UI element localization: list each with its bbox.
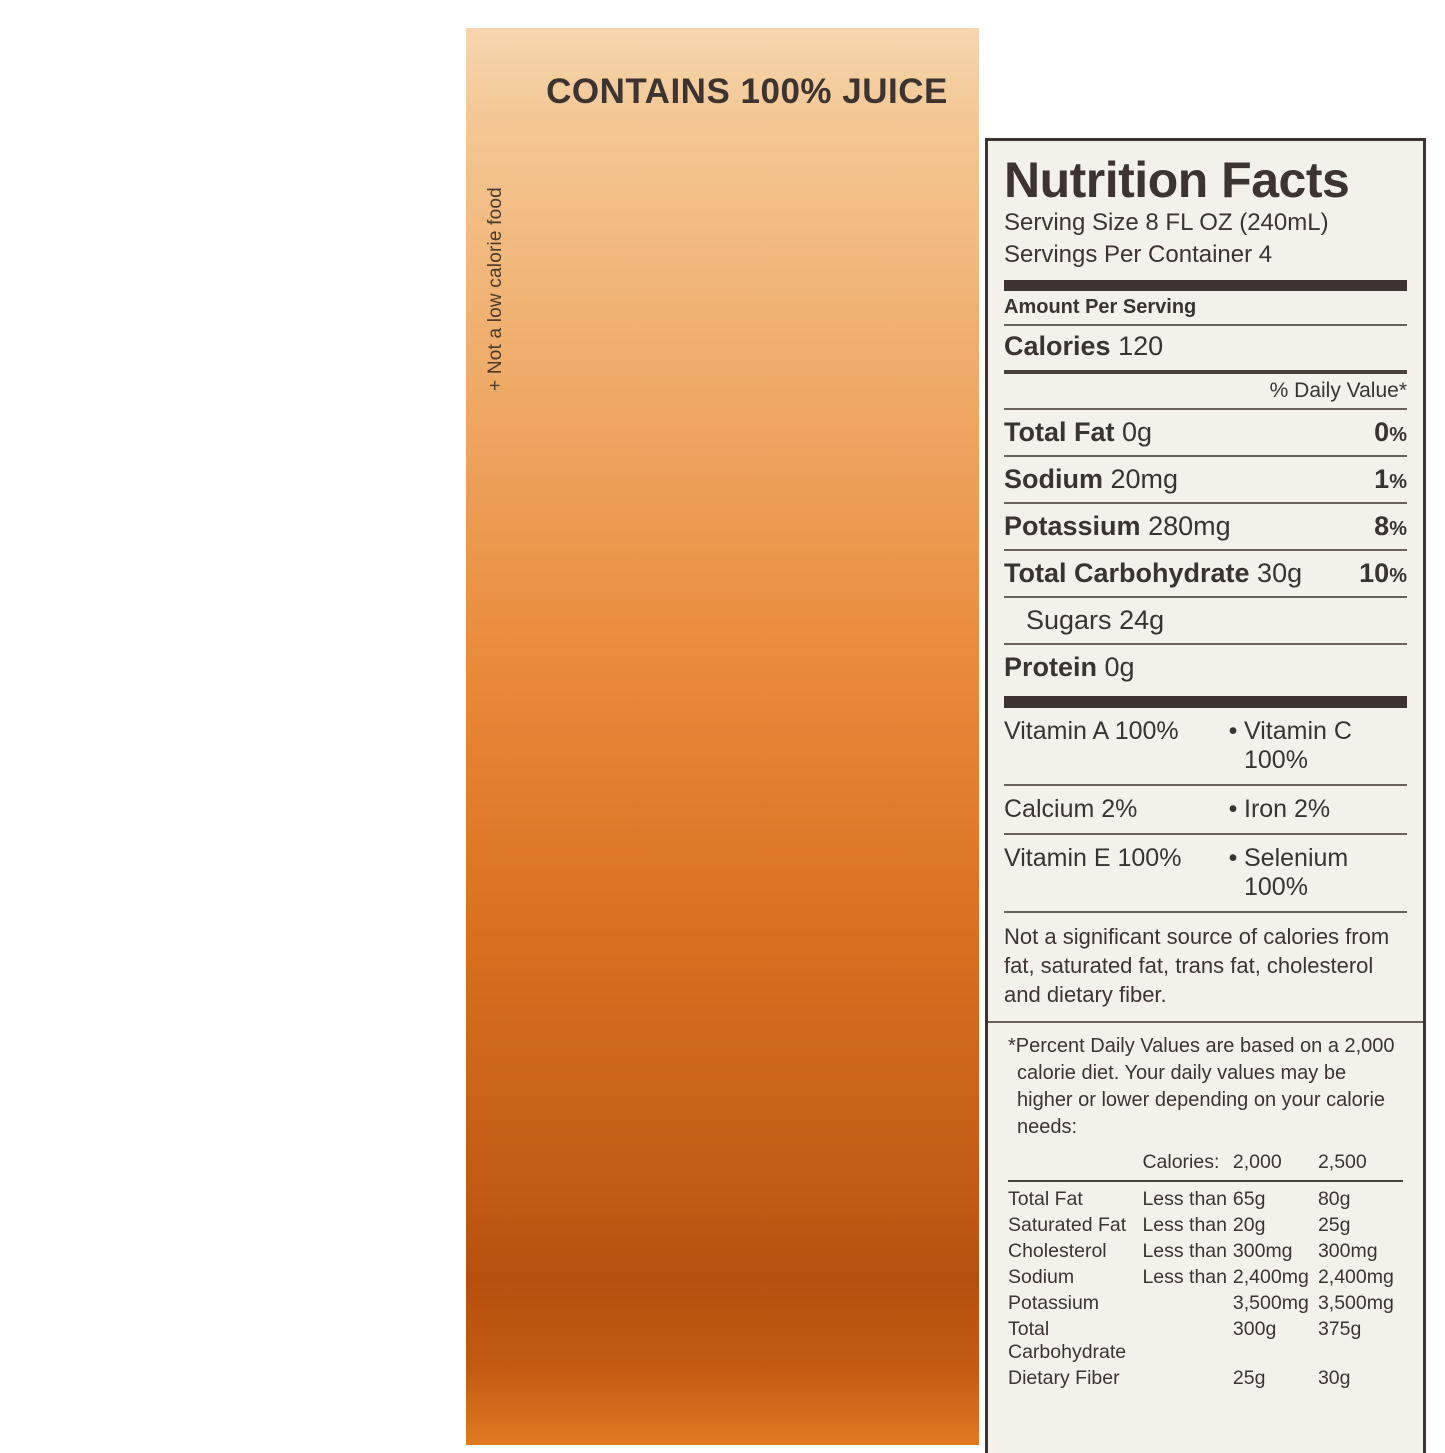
table-row	[1004, 786, 1407, 833]
dv-value-2500: 2,400mg	[1317, 1266, 1394, 1289]
vitamin-right: Vitamin C 100%	[1244, 717, 1352, 775]
calories-label: Calories	[1004, 331, 1111, 362]
dv-value-2000: 300mg	[1232, 1240, 1293, 1263]
nutrient-amount: 0g	[1122, 417, 1153, 448]
dv-value-2000: 65g	[1232, 1188, 1266, 1211]
dv-nutrient: Potassium	[1008, 1292, 1100, 1315]
nutrient-name: Potassium	[1004, 511, 1141, 542]
table-row	[1008, 1317, 1403, 1366]
table-header-row	[1008, 1150, 1403, 1181]
nutrient-label	[1004, 652, 1135, 683]
bullet-icon: •	[1228, 795, 1238, 824]
calories-value: 120	[1118, 331, 1164, 362]
dv-nutrient: Dietary Fiber	[1008, 1367, 1120, 1390]
nutrient-name: Total Carbohydrate	[1004, 558, 1250, 589]
dv-nutrient: Total Carbohydrate	[1008, 1318, 1127, 1364]
servings-per-container: Servings Per Container 4	[1004, 240, 1273, 268]
dv-value-2500: 25g	[1317, 1214, 1351, 1237]
nutrition-facts-panel	[985, 138, 1426, 1453]
dv-value-2500: 3,500mg	[1317, 1292, 1394, 1315]
dv-value-2500: 30g	[1317, 1367, 1351, 1390]
nutrient-percent: 8%	[1374, 511, 1407, 542]
table-row	[1008, 1239, 1403, 1265]
column-header-nutrient	[1008, 1150, 1142, 1181]
nutrient-label	[1026, 605, 1164, 636]
daily-value-footnote-box	[988, 1021, 1423, 1392]
nutrient-amount: 24g	[1119, 605, 1165, 636]
nutrient-percent: 10%	[1359, 558, 1407, 589]
vitamin-left: Calcium 2%	[1004, 795, 1138, 824]
table-row	[1004, 645, 1407, 690]
amount-per-serving-label: Amount Per Serving	[1004, 296, 1197, 319]
dv-qualifier	[1142, 1317, 1232, 1366]
dv-nutrient: Sodium	[1008, 1266, 1075, 1289]
serving-size: Serving Size 8 FL OZ (240mL)	[1004, 209, 1329, 236]
daily-values-table	[1008, 1150, 1403, 1392]
divider-thick-vitamins	[1004, 696, 1407, 708]
table-row	[1008, 1366, 1403, 1392]
not-significant-source-note: Not a significant source of calories from fat, saturated fat, trans fat, cholesterol and dietary fiber.	[1004, 924, 1390, 1007]
dv-nutrient: Saturated Fat	[1008, 1214, 1127, 1237]
carton-side-strip	[466, 28, 515, 1445]
dv-value-2000: 300g	[1232, 1318, 1277, 1341]
nutrient-amount: 280mg	[1148, 511, 1231, 542]
table-row	[1008, 1291, 1403, 1317]
vitamin-right: Iron 2%	[1244, 795, 1331, 824]
juice-carton-panel	[466, 28, 1407, 1445]
nutrient-amount: 0g	[1104, 652, 1135, 683]
dv-value-2000: 3,500mg	[1232, 1292, 1309, 1315]
dv-value-2500: 300mg	[1317, 1240, 1378, 1263]
low-calorie-note: + Not a low calorie food	[485, 187, 506, 391]
nutrient-percent: 0%	[1374, 417, 1407, 448]
dv-qualifier: Less than	[1142, 1214, 1227, 1237]
dv-value-2500: 375g	[1317, 1318, 1362, 1341]
dv-qualifier: Less than	[1142, 1266, 1227, 1289]
table-row	[1004, 708, 1407, 784]
vitamin-left: Vitamin E 100%	[1004, 844, 1182, 873]
table-row	[1008, 1265, 1403, 1291]
table-row	[1004, 551, 1407, 596]
nutrient-label	[1004, 417, 1152, 448]
vitamin-left: Vitamin A 100%	[1004, 717, 1179, 746]
daily-value-footnote: *Percent Daily Values are based on a 2,000 calorie diet. Your daily values may be higher or lower depending on your calorie needs:	[1008, 1035, 1395, 1138]
dv-qualifier: Less than	[1142, 1240, 1227, 1263]
bullet-icon: •	[1228, 717, 1238, 746]
nutrient-percent: 1%	[1374, 464, 1407, 495]
nutrient-label	[1004, 464, 1178, 495]
column-header-2000: 2,000	[1232, 1151, 1282, 1174]
table-row	[1008, 1213, 1403, 1239]
divider-thick-top	[1004, 280, 1407, 291]
daily-value-header: % Daily Value*	[1269, 379, 1407, 403]
nutrient-amount: 20mg	[1110, 464, 1179, 495]
nutrient-label	[1004, 558, 1302, 589]
column-header-2500: 2,500	[1317, 1151, 1367, 1174]
dv-value-2000: 25g	[1232, 1367, 1266, 1390]
dv-qualifier	[1142, 1366, 1232, 1392]
column-header-calories: Calories:	[1142, 1151, 1220, 1174]
table-row	[1004, 457, 1407, 502]
table-row	[1004, 410, 1407, 455]
nutrition-facts-title: Nutrition Facts	[1004, 152, 1350, 208]
nutrient-name: Protein	[1004, 652, 1098, 683]
calories-row	[1004, 326, 1407, 370]
table-row	[1004, 835, 1407, 911]
dv-value-2000: 20g	[1232, 1214, 1266, 1237]
nutrient-name: Sodium	[1004, 464, 1103, 495]
nutrient-name: Sugars	[1026, 605, 1112, 636]
vitamin-right: Selenium 100%	[1244, 844, 1349, 902]
dv-value-2000: 2,400mg	[1232, 1266, 1309, 1289]
dv-nutrient: Total Fat	[1008, 1188, 1083, 1211]
dv-nutrient: Cholesterol	[1008, 1240, 1107, 1263]
dv-qualifier	[1142, 1291, 1232, 1317]
bullet-icon: •	[1228, 844, 1238, 873]
dv-value-2500: 80g	[1317, 1188, 1351, 1211]
nutrient-amount: 30g	[1257, 558, 1303, 589]
nutrient-label	[1004, 511, 1231, 542]
nutrient-name: Total Fat	[1004, 417, 1115, 448]
table-row	[1004, 598, 1407, 643]
dv-qualifier: Less than	[1142, 1188, 1227, 1211]
table-row	[1004, 504, 1407, 549]
table-row	[1008, 1181, 1403, 1213]
contains-juice-header: CONTAINS 100% JUICE	[546, 72, 948, 111]
